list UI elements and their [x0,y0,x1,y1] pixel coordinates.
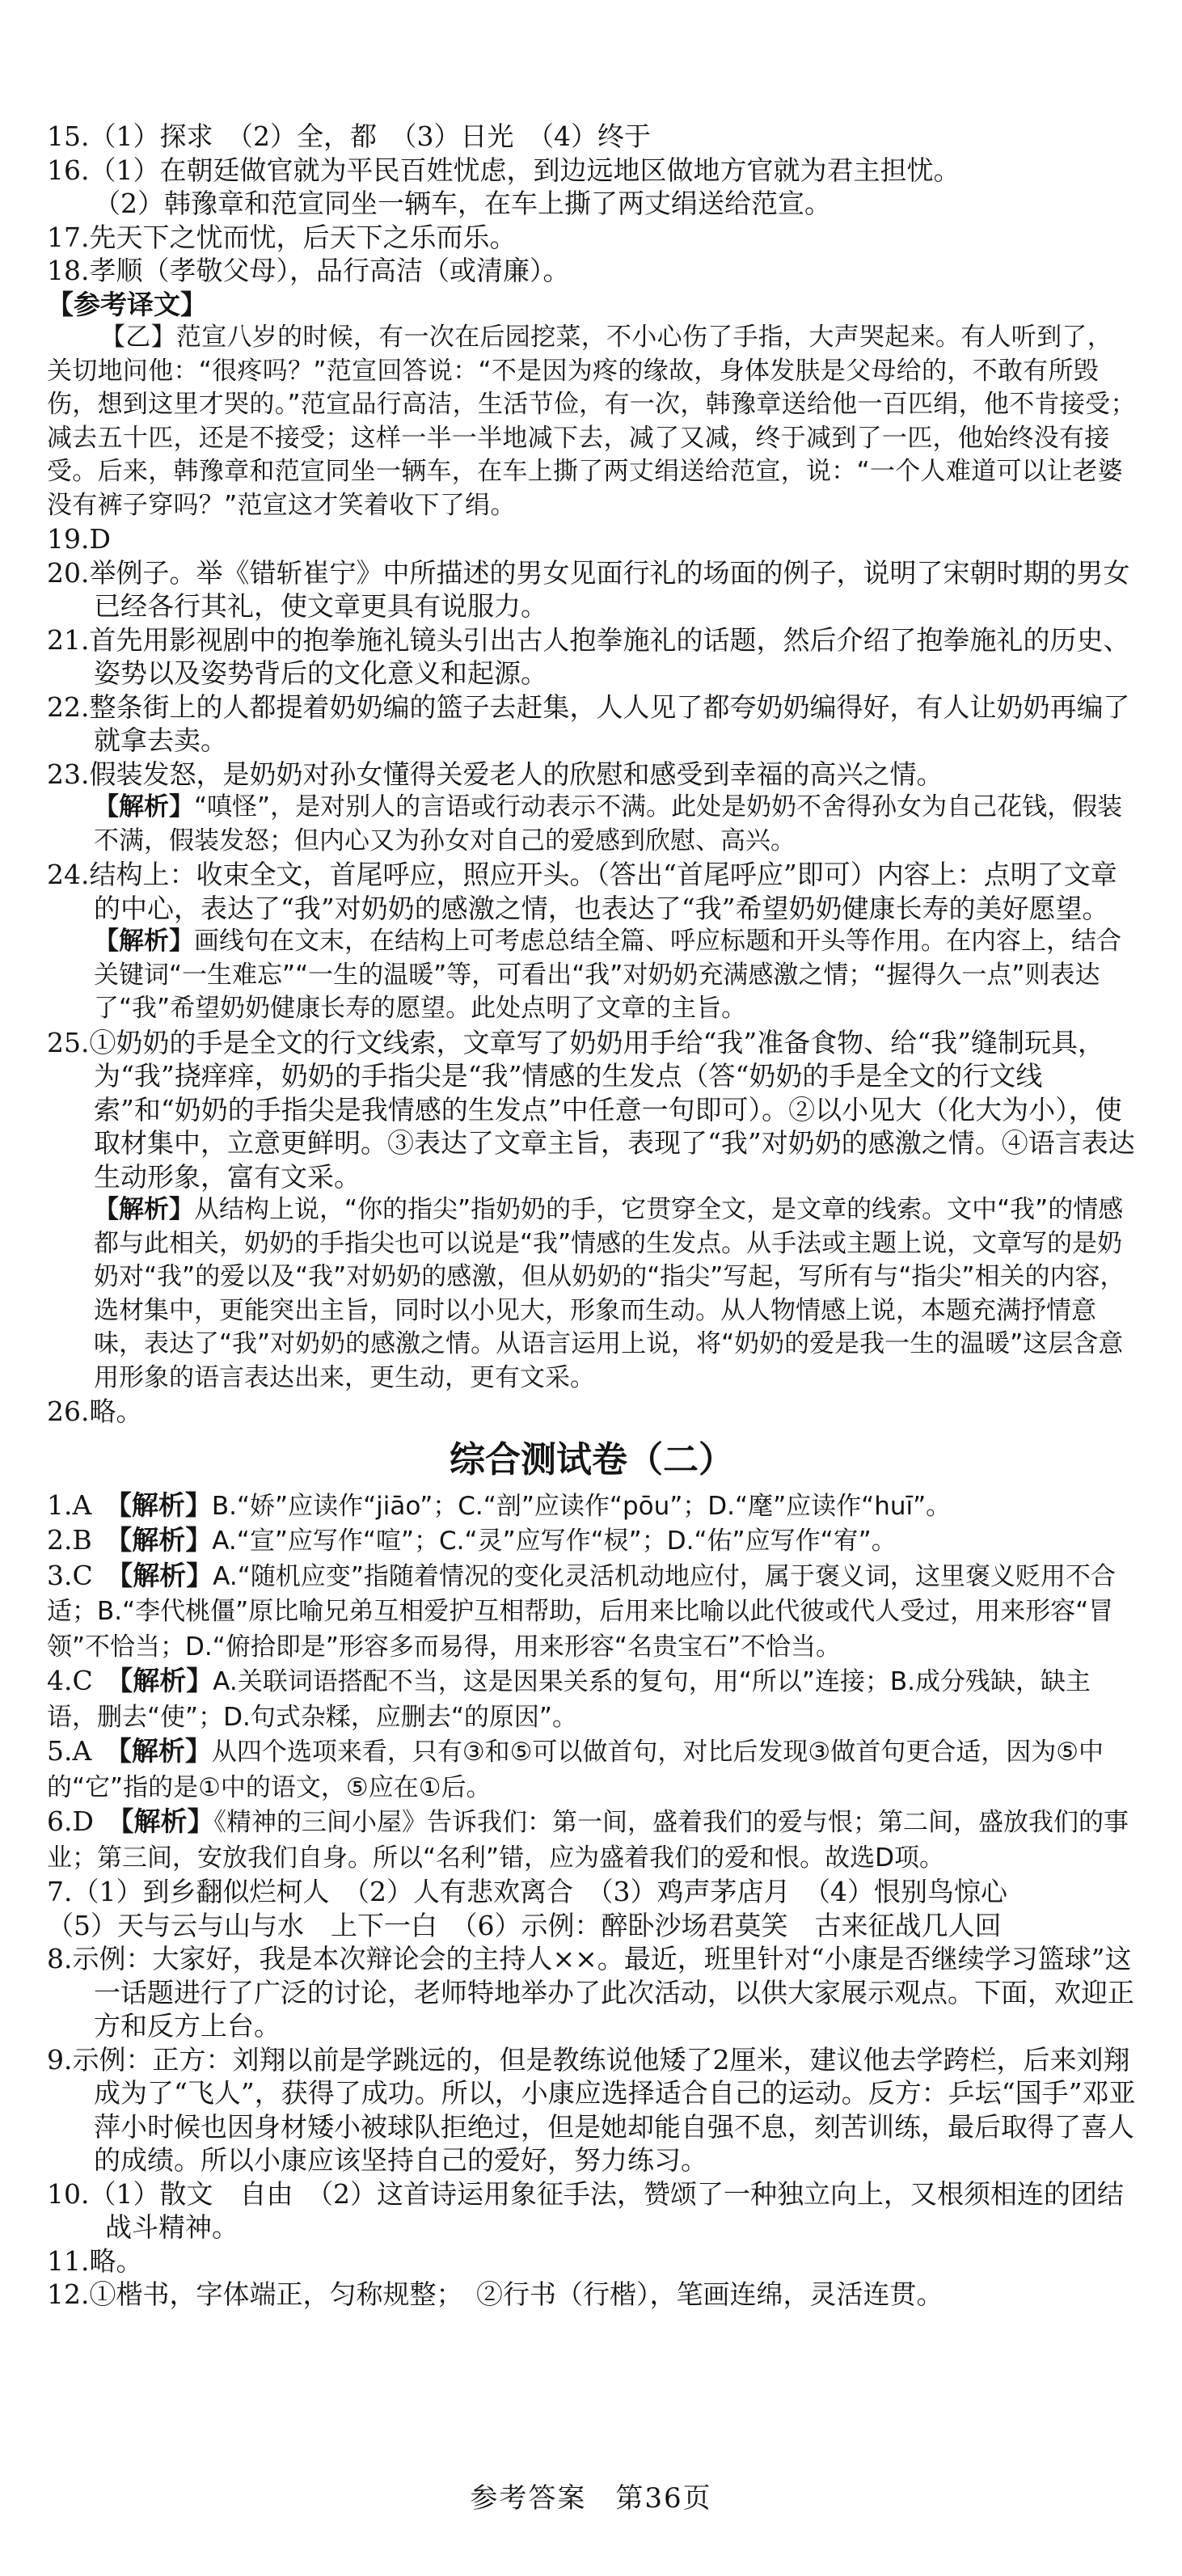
analysis-tag: 【解析】 [94,1195,194,1224]
translation-heading: 【参考译文】 [47,288,207,320]
analysis-tag: 【解析】 [118,1489,212,1521]
test2-answer-9: 9.示例：正方：刘翔以前是学跳远的，但是教练说他矮了2厘米，建议他去学跨栏，后来刘翔成为了“飞人”，获得了成功。所以，小康应选择适合自己的运动。反方：乒坛“国手”邓亚萍小时候也因身材矮小被球队拒绝过，但是她却能自强不息，刻苦训练，最后取得了喜人的成绩。所以小康应该坚持自己的爱好，努力练习。 [47,2043,1136,2176]
test2-answer-8: 8.示例：大家好，我是本次辩论会的主持人××。最近，班里针对“小康是否继续学习篮球”这一话题进行了广泛的讨论，老师特地举办了此次活动，以供大家展示观点。下面，欢迎正方和反方上台。 [47,1943,1134,2042]
answer-head: 5.A [47,1735,92,1767]
analysis-text: 《精神的三间小屋》告诉我们：第一间，盛着我们的爱与恨；第二间，盛放我们的事业；第三间，安放我们自身。所以“名利”错，应为盛着我们的爱和恨。故选D项。 [47,1808,1129,1873]
answer-20: 20.举例子。举《错斩崔宁》中所描述的男女见面行礼的场面的例子，说明了宋朝时期的男女已经各行其礼，使文章更具有说服力。 [47,556,1130,622]
analysis-tag: 【解析】 [118,1524,213,1556]
analysis-text: 从结构上说，“你的指尖”指奶奶的手，它贯穿全文，是文章的线索。文中“我”的情感都与此相关，奶奶的手指尖也可以说是“我”情感的生发点。从手法或主题上说，文章写的是奶奶对“我”的爱以及“我”对奶奶的感激，但从奶奶的“指尖”写起，写所有与“指尖”相关的内容，选材集中，更能突出主旨，同时以小见大，形象而生动。从人物情感上说，本题充满抒情意味，表达了“我”对奶奶的感激之情。从语言运用上说，将“奶奶的爱是我一生的温暖”这层含意用形象的语言表达出来，更生动，更有文采。 [94,1195,1125,1392]
test2-answer-7-2: （5）天与云与山与水 上下一白 （6）示例：醉卧沙场君莫笑 古来征战几人回 [47,1909,1002,1941]
analysis-text: B.“娇”应读作“jiāo”；C.“剖”应读作“pōu”；D.“麾”应读作“huī”。 [211,1491,952,1521]
answer-16-2: （2）韩豫章和范宣同坐一辆车，在车上撕了两丈绢送给范宣。 [94,188,831,219]
analysis-tag: 【解析】 [94,792,194,821]
test2-answer-4 [47,1664,1137,1734]
analysis-text: 画线句在文末，在结构上可考虑总结全篇、呼应标题和开头等作用。在内容上，结合关键词“一生难忘”“一生的温暖”等，可看出“我”对奶奶充满感激之情；“握得久一点”则表达了“我”希望奶奶健康长寿的愿望。此处点明了文章的主旨。 [94,927,1121,1023]
answer-head: 2.B [47,1524,92,1556]
answer-15: 15.（1）探求 （2）全，都 （3）日光 （4）终于 [47,120,651,152]
answer-16-1: 16.（1）在朝廷做官就为平民百姓忧虑，到边远地区做地方官就为君主担忧。 [47,154,960,186]
answer-head: 4.C [47,1665,93,1696]
answer-26: 26.略。 [47,1396,143,1427]
analysis-text: A.“宣”应写作“喧”；C.“灵”应写作“棂”；D.“佑”应写作“宥”。 [212,1527,897,1556]
analysis-text: “嗔怪”，是对别人的言语或行动表示不满。此处是奶奶不舍得孙女为自己花钱，假装不满，假装发怒；但内心又为孙女对自己的爱感到欣慰、高兴。 [94,792,1123,855]
section-title: 综合测试卷（二） [450,1438,734,1480]
answer-24-analysis [47,925,1137,1026]
test2-answer-6 [47,1805,1137,1875]
page-footer: 参考答案 第36页 [470,2482,712,2515]
translation-text: 【乙】范宣八岁的时候，有一次在后园挖菜，不小心伤了手指，大声哭起来。有人听到了，关切地问他：“很疼吗？”范宣回答说：“不是因为疼的缘故，身体发肤是父母给的，不敢有所毁伤，想到这里才哭的。”范宣品行高洁，生活节俭，有一次，韩豫章送给他一百匹绢，他不肯接受；减去五十匹，还是不接受；这样一半一半地减下去，减了又减，终于减到了一匹，他始终没有接受。后来，韩豫章和范宣同坐一辆车，在车上撕了两丈绢送给范宣，说：“一个人难道可以让老婆没有裤子穿吗？”范宣这才笑着收下了绢。 [47,323,1136,520]
test2-answer-11: 11.略。 [47,2244,143,2277]
answer-18: 18.孝顺（孝敬父母），品行高洁（或清廉）。 [47,255,570,286]
answer-24: 24.结构上：收束全文，首尾呼应，照应开头。（答出“首尾呼应”即可）内容上：点明了文章的中心，表达了“我”对奶奶的感激之情，也表达了“我”希望奶奶健康长寿的美好愿望。 [47,859,1117,924]
answer-25-analysis [47,1193,1137,1395]
answer-21: 21.首先用影视剧中的抱拳施礼镜头引出古人抱拳施礼的话题，然后介绍了抱拳施礼的历史、姿势以及姿势背后的文化意义和起源。 [47,623,1130,689]
answer-22: 22.整条街上的人都提着奶奶编的篮子去赶集，人人见了都夸奶奶编得好，有人让奶奶再编了就拿去卖。 [47,690,1130,756]
test2-answer-5 [47,1734,1137,1805]
analysis-text: 从四个选项来看，只有③和⑤可以做首句，对比后发现③做首句更合适，因为⑤中的“它”指的是①中的语文，⑤应在①后。 [47,1738,1104,1802]
analysis-text: A.“随机应变”指随着情况的变化灵活机动地应付，属于褒义词，这里褒义贬用不合适；B.“李代桃僵”原比喻兄弟互相爱护互相帮助，后用来比喻以此代彼或代人受过，用来形容“冒领”不恰当；D.“俯拾即是”形容多而易得，用来形容“名贵宝石”不恰当。 [47,1561,1116,1662]
analysis-text: A.关联词语搭配不当，这是因果关系的复句，用“所以”连接；B.成分残缺，缺主语，删去“使”；D.句式杂糅，应删去“的原因”。 [47,1667,1091,1732]
test2-answer-1 [47,1489,1137,1524]
answer-19: 19.D [47,523,111,555]
analysis-tag: 【解析】 [120,1805,214,1837]
answer-25: 25.①奶奶的手是全文的行文线索，文章写了奶奶用手给“我”准备食物、给“我”缝制玩具，为“我”挠痒痒，奶奶的手指尖是“我”情感的生发点（答“奶奶的手是全文的行文线索”和“奶奶的手指尖是我情感的生发点”中任意一句即可）。②以小见大（化大为小），使取材集中，立意更鲜明。③表达了文章主旨，表现了“我”对奶奶的感激之情。④语言表达生动形象，富有文采。 [47,1026,1135,1193]
answer-23: 23.假装发怒，是奶奶对孙女懂得关爱老人的欣慰和感受到幸福的高兴之情。 [47,758,943,790]
test2-answer-3 [47,1559,1137,1665]
analysis-tag: 【解析】 [119,1665,213,1696]
test2-answer-12: 12.①楷书，字体端正，匀称规整； ②行书（行楷），笔画连绵，灵活连贯。 [47,2278,943,2310]
test2-answer-2 [47,1523,1137,1559]
answer-23-analysis [47,791,1137,858]
answer-head: 6.D [47,1805,94,1837]
analysis-tag: 【解析】 [94,927,194,956]
answer-head: 3.C [47,1559,93,1591]
analysis-tag: 【解析】 [119,1559,213,1591]
analysis-tag: 【解析】 [118,1735,212,1767]
test2-answer-10: 10.（1）散文 自由 （2）这首诗运用象征手法，赞颂了一种独立向上，又根须相连的团结战斗精神。 [47,2177,1124,2243]
answer-head: 1.A [47,1489,92,1521]
answer-17: 17.先天下之忧而忧，后天下之乐而乐。 [47,221,517,253]
test2-answer-7-1: 7.（1）到乡翻似烂柯人 （2）人有悲欢离合 （3）鸡声茅店月 （4）恨别鸟惊心 [47,1876,1007,1907]
